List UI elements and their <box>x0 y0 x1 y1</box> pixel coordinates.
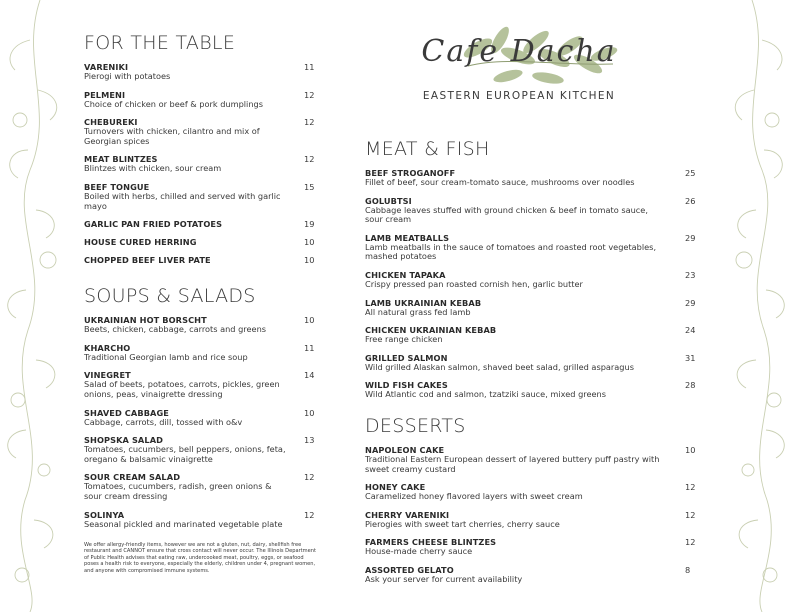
menu-item-description: Blintzes with chicken, sour cream <box>84 163 222 174</box>
menu-item-price: 26 <box>685 195 696 206</box>
menu-item <box>365 537 695 557</box>
menu-item-description: Turnovers with chicken, cilantro and mix of Georgian spices <box>84 126 260 146</box>
menu-item-description: Seasonal pickled and marinated vegetable plate <box>84 518 283 529</box>
menu-item-price: 10 <box>304 315 315 326</box>
menu-item-description: Tomatoes, cucumbers, radish, green onions & sour cream dressing <box>84 481 272 501</box>
menu-item-description: All natural grass fed lamb <box>365 306 471 317</box>
menu-item-description: Crispy pressed pan roasted cornish hen, garlic butter <box>365 278 583 289</box>
section-for-the-table <box>84 32 316 265</box>
menu-item-price: 12 <box>685 509 696 520</box>
menu-item <box>365 353 695 373</box>
menu-item-description: Traditional Georgian lamb and rice soup <box>84 351 248 362</box>
menu-item <box>365 298 695 318</box>
floral-vine-left-decoration <box>0 0 70 612</box>
section-title: SOUPS & SALADS <box>84 285 256 308</box>
menu-item <box>84 343 316 363</box>
menu-item-description: Traditional Eastern European dessert of layered buttery puff pastry with sweet creamy custard <box>365 453 660 474</box>
menu-item-description: Choice of chicken or beef & pork dumplings <box>84 98 263 109</box>
menu-item <box>365 270 695 290</box>
menu-item-name: CHICKEN UKRAINIAN KEBAB <box>365 325 497 336</box>
menu-item-description: Pierogi with potatoes <box>84 71 171 81</box>
menu-item-description: Wild grilled Alaskan salmon, shaved beet salad, grilled asparagus <box>365 361 634 372</box>
menu-item-price: 28 <box>685 380 696 391</box>
menu-item <box>365 510 695 530</box>
menu-item-name: WILD FISH CAKES <box>365 380 448 391</box>
menu-item-price: 15 <box>304 181 315 192</box>
menu-item-name: CHOPPED BEEF LIVER PATE <box>84 255 211 266</box>
menu-item-name: LAMB MEATBALLS <box>365 232 450 243</box>
section-title: MEAT & FISH <box>365 138 490 160</box>
menu-item <box>84 182 316 211</box>
menu-item-name: HOUSE CURED HERRING <box>84 237 197 248</box>
section-soups-salads <box>84 285 316 529</box>
menu-item-price: 24 <box>685 325 696 336</box>
menu-item-price: 8 <box>685 564 691 575</box>
menu-item-description: Free range chicken <box>365 334 443 345</box>
menu-item-description: Tomatoes, cucumbers, bell peppers, onions, feta, oregano & balsamic vinaigrette <box>84 444 286 464</box>
menu-item-price: 25 <box>685 168 696 178</box>
menu-item-name: SOLINYA <box>84 509 125 520</box>
menu-item-name: CHEBUREKI <box>84 117 138 128</box>
menu-item <box>84 90 316 110</box>
menu-item-description: Fillet of beef, sour cream-tomato sauce, mushrooms over noodles <box>365 177 635 187</box>
menu-item <box>84 154 316 174</box>
menu-item <box>84 237 316 247</box>
menu-item-name: GOLUBTSI <box>365 195 412 206</box>
menu-item <box>84 510 316 530</box>
menu-item-description: Lamb meatballs in the sauce of tomatoes and roasted root vegetables, mashed potatoes <box>365 241 657 262</box>
menu-item-description: Cabbage leaves stuffed with ground chicken & beef in tomato sauce, sour cream <box>365 204 648 225</box>
menu-item-name: GRILLED SALMON <box>365 352 448 363</box>
section-title: DESSERTS <box>365 414 466 437</box>
menu-item <box>365 325 695 345</box>
menu-item-name: UKRAINIAN HOT BORSCHT <box>84 315 207 326</box>
menu-item-name: BEEF STROGANOFF <box>365 168 456 178</box>
menu-item-price: 10 <box>304 255 315 266</box>
menu-item-price: 10 <box>304 237 315 248</box>
left-column <box>84 32 316 537</box>
menu-item-description: Pierogies with sweet tart cherries, cherry sauce <box>365 518 560 529</box>
menu-item-price: 10 <box>685 444 696 455</box>
menu-item-name: MEAT BLINTZES <box>84 154 158 165</box>
menu-item-name: GARLIC PAN FRIED POTATOES <box>84 219 223 230</box>
menu-item <box>84 408 316 428</box>
floral-vine-right-decoration <box>722 0 792 612</box>
menu-item-name: VINEGRET <box>84 370 131 381</box>
menu-item-price: 23 <box>685 269 696 280</box>
menu-item-name: VARENIKI <box>84 62 129 72</box>
allergy-notice: We offer allergy-friendly items, however we are not a gluten, nut, dairy, shellfish free restaurant and CANNOT ensure that cross contact will never occur. The Illinois Department of Public Health advises that eating raw, undercooked meat, poultry, eggs, or seafood poses a health risk to everyone, especially the elderly, children under 4, pregnant women, and anyone with compromised immune systems. <box>84 542 316 574</box>
menu-item <box>84 255 316 265</box>
menu-item-description: Caramelized honey flavored layers with sweet cream <box>365 491 583 502</box>
menu-item-name: FARMERS CHEESE BLINTZES <box>365 537 497 548</box>
menu-item-description: House-made cherry sauce <box>365 546 473 557</box>
menu-item <box>365 380 695 400</box>
menu-item <box>84 370 316 399</box>
menu-item <box>84 117 316 146</box>
menu-item-price: 11 <box>304 62 315 72</box>
menu-item <box>365 168 695 188</box>
menu-item <box>365 196 695 225</box>
menu-item-name: ASSORTED GELATO <box>365 564 454 575</box>
menu-item-name: CHERRY VARENIKI <box>365 509 450 520</box>
menu-item <box>84 315 316 335</box>
menu-item-price: 14 <box>304 370 315 381</box>
menu-item-name: KHARCHO <box>84 342 131 353</box>
menu-item <box>84 435 316 464</box>
menu-item <box>365 233 695 262</box>
menu-item-price: 11 <box>304 342 315 353</box>
menu-item <box>84 219 316 229</box>
menu-item-name: NAPOLEON CAKE <box>365 444 445 455</box>
section-title: FOR THE TABLE <box>84 32 236 54</box>
menu-item-price: 12 <box>304 509 315 520</box>
menu-item-description: Beets, chicken, cabbage, carrots and greens <box>84 324 267 335</box>
menu-item <box>365 445 695 474</box>
menu-item-name: HONEY CAKE <box>365 482 426 493</box>
right-column <box>365 138 695 593</box>
menu-item-description: Wild Atlantic cod and salmon, tzatziki sauce, mixed greens <box>365 389 606 400</box>
menu-item-name: BEEF TONGUE <box>84 181 150 192</box>
menu-item-price: 29 <box>685 297 696 308</box>
menu-item-price: 12 <box>685 482 696 493</box>
menu-item <box>84 62 316 82</box>
menu-item-name: SHOPSKA SALAD <box>84 435 164 446</box>
menu-item-name: CHICKEN TAPAKA <box>365 269 446 280</box>
menu-item-price: 12 <box>685 537 696 548</box>
menu-item-price: 12 <box>304 472 315 483</box>
section-meat-fish <box>365 138 695 400</box>
menu-item-price: 12 <box>304 154 315 165</box>
menu-item-description: Salad of beets, potatoes, carrots, pickles, green onions, peas, vinaigrette dressing <box>84 379 280 399</box>
menu-item-price: 19 <box>304 219 315 230</box>
menu-item-name: SHAVED CABBAGE <box>84 407 169 418</box>
menu-item-price: 13 <box>304 435 315 446</box>
menu-item-price: 12 <box>304 117 315 128</box>
menu-item-name: LAMB UKRAINIAN KEBAB <box>365 297 482 308</box>
menu-item-price: 10 <box>304 407 315 418</box>
menu-item-description: Boiled with herbs, chilled and served with garlic mayo <box>84 190 281 211</box>
menu-item-name: SOUR CREAM SALAD <box>84 472 181 483</box>
restaurant-logo <box>408 26 630 108</box>
menu-item-name: PELMENI <box>84 89 126 100</box>
logo-subtitle: EASTERN EUROPEAN KITCHEN <box>422 90 616 102</box>
menu-item <box>365 482 695 502</box>
menu-item-price: 29 <box>685 232 696 243</box>
menu-item-description: Ask your server for current availability <box>365 573 523 584</box>
section-desserts <box>365 415 695 585</box>
logo-script-text: Cafe Dacha <box>421 34 617 69</box>
menu-item <box>84 472 316 501</box>
menu-item-price: 31 <box>685 352 696 363</box>
menu-item-price: 12 <box>304 89 315 100</box>
menu-item <box>365 565 695 585</box>
menu-item-description: Cabbage, carrots, dill, tossed with o&v <box>84 416 243 427</box>
